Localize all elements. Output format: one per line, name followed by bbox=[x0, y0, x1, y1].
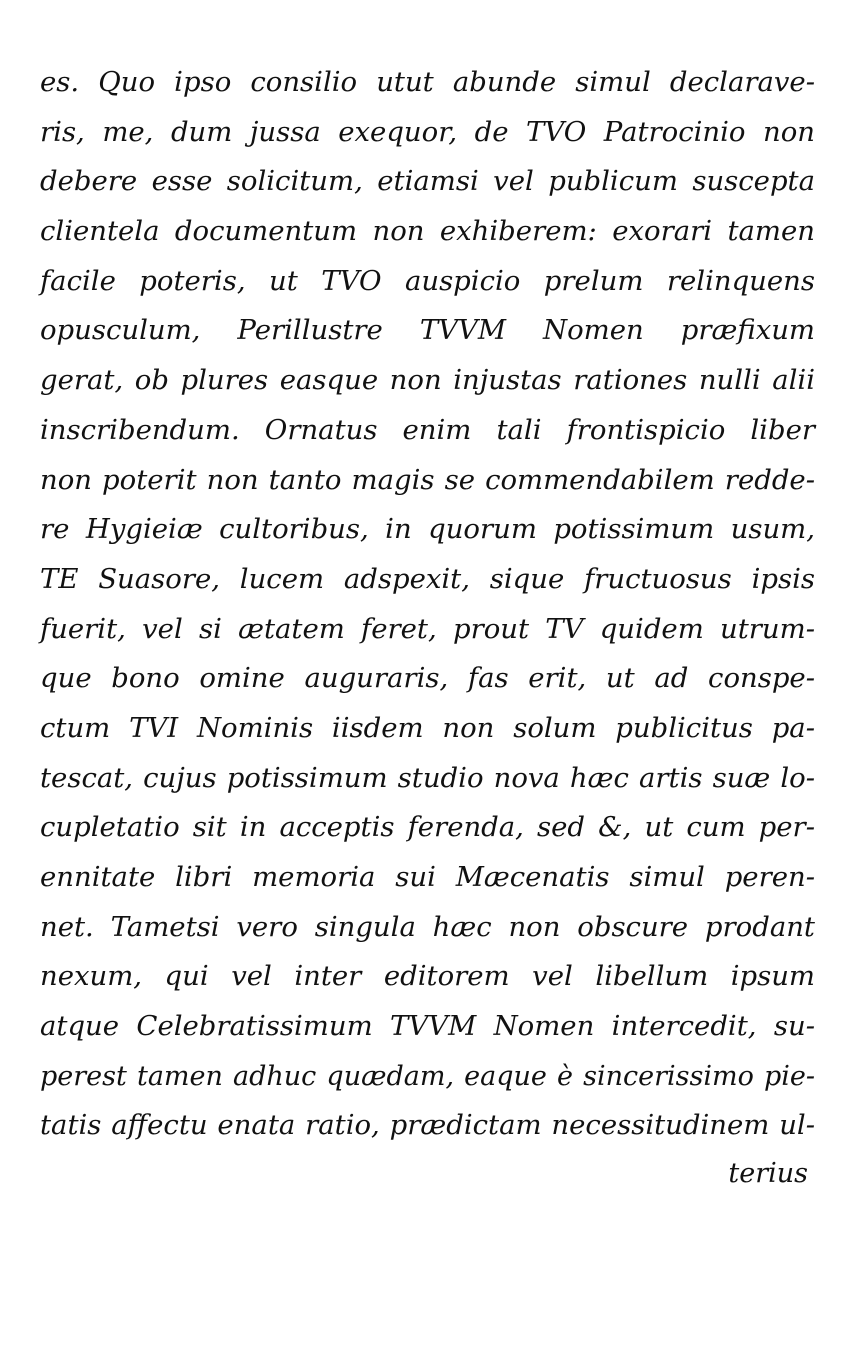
text-line: nexum, qui vel inter editorem vel libellum ipsum bbox=[40, 960, 815, 993]
text-line: non poterit non tanto magis se commendabilem redde- bbox=[40, 463, 815, 496]
text-line: clientela documentum non exhiberem: exorari tamen bbox=[40, 215, 815, 248]
text-line: tatis affectu enata ratio, prædictam necessitudinem ul- bbox=[40, 1109, 815, 1142]
text-line: ennitate libri memoria sui Mæcenatis simul peren- bbox=[40, 861, 815, 893]
text-line: TE Suasore, lucem adspexit, sique fructuosus ipsis bbox=[40, 562, 815, 595]
text-line: tescat, cujus potissimum studio nova hæc artis suæ lo- bbox=[40, 761, 815, 794]
text-line: ctum TVI Nominis iisdem non solum publicitus pa- bbox=[40, 711, 815, 744]
text-line: atque Celebratissimum TVVM Nomen intercedit, su- bbox=[40, 1010, 815, 1043]
text-line: ris, me, dum jussa exequor, de TVO Patrocinio non bbox=[40, 115, 815, 148]
catchword: terius bbox=[728, 1158, 808, 1189]
text-line: fuerit, vel si ætatem feret, prout TV quidem utrum- bbox=[40, 612, 815, 645]
text-line: perest tamen adhuc quædam, eaque è sincerissimo pie- bbox=[40, 1060, 815, 1092]
text-line: es. Quo ipso consilio utut abunde simul declarave- bbox=[40, 66, 815, 98]
text-line: inscribendum. Ornatus enim tali frontispicio liber bbox=[40, 413, 815, 446]
text-line: opusculum, Perillustre TVVM Nomen præfixum bbox=[40, 314, 815, 347]
text-line: cupletatio sit in acceptis ferenda, sed &, ut cum per- bbox=[40, 811, 815, 844]
text-line: facile poteris, ut TVO auspicio prelum relinquens bbox=[40, 264, 815, 297]
text-line: que bono omine auguraris, fas erit, ut ad conspe- bbox=[40, 662, 815, 695]
text-line: gerat, ob plures easque non injustas rationes nulli alii bbox=[40, 364, 815, 397]
body-text bbox=[40, 58, 815, 1151]
text-line: debere esse solicitum, etiamsi vel publicum suscepta bbox=[40, 165, 815, 198]
text-line: re Hygieiæ cultoribus, in quorum potissimum usum, bbox=[40, 513, 815, 546]
text-line: net. Tametsi vero singula hæc non obscure prodant bbox=[40, 910, 815, 943]
